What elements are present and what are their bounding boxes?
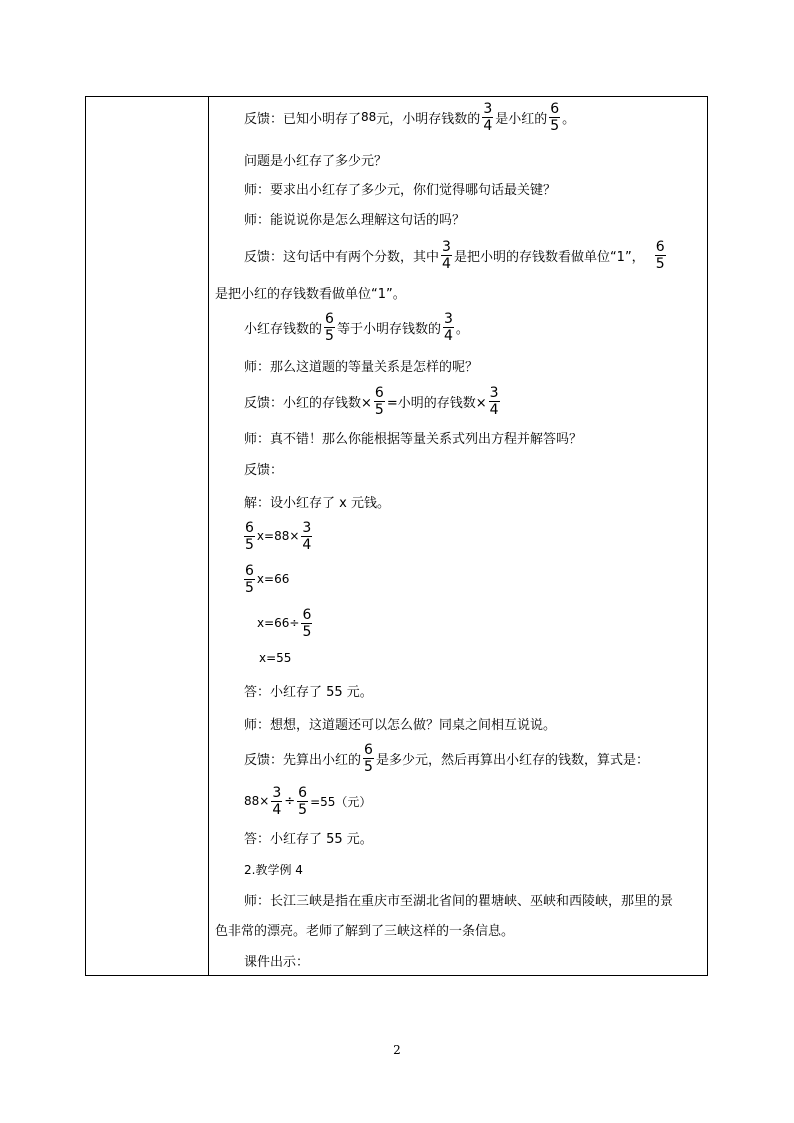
line-5	[244, 235, 668, 275]
numerator: 3	[272, 784, 282, 801]
denominator: 5	[374, 401, 384, 418]
numerator: 3	[483, 100, 493, 117]
fraction	[441, 240, 452, 271]
line-9	[244, 381, 502, 421]
denominator: 5	[302, 623, 312, 640]
line-13	[244, 516, 314, 556]
numerator: 6	[298, 784, 308, 801]
denominator: 5	[655, 255, 665, 272]
text: 反馈：先算出小红的	[244, 752, 362, 768]
numerator: 6	[655, 238, 665, 255]
fraction	[271, 786, 282, 817]
numerator: 3	[442, 238, 451, 255]
line-20	[244, 781, 371, 821]
text: ÷	[284, 793, 296, 809]
numerator: 6	[364, 741, 373, 758]
text: x=66	[256, 572, 290, 586]
fraction	[244, 521, 255, 552]
denominator: 4	[272, 801, 282, 818]
line-10: 师：真不错！那么你能根据等量关系式列出方程并解答吗？	[244, 431, 583, 447]
text: 是小红的	[495, 111, 548, 127]
numerator: 6	[325, 310, 334, 327]
denominator: 4	[443, 327, 453, 344]
text: 88×	[244, 794, 270, 808]
numerator: 6	[245, 519, 254, 536]
fraction	[482, 102, 493, 133]
line-2: 问题是小红存了多少元？	[244, 153, 388, 169]
line-1	[244, 97, 575, 137]
text: =55（元）	[310, 794, 372, 809]
fraction	[374, 386, 385, 417]
text: 。	[562, 111, 576, 127]
line-4: 师：能说说你是怎么理解这句话的吗？	[244, 212, 466, 228]
denominator: 5	[298, 801, 308, 818]
numerator: 3	[489, 384, 499, 401]
fraction	[363, 743, 374, 774]
line-8: 师：那么这道题的等量关系是怎样的呢？	[244, 359, 479, 375]
text: 是把小明的存钱数看做单位“1”，	[453, 249, 645, 265]
denominator: 5	[245, 579, 254, 596]
line-16: x=55	[259, 651, 292, 665]
fraction	[301, 521, 312, 552]
line-14	[244, 559, 289, 599]
denominator: 4	[302, 536, 312, 553]
text: 元，小明存钱数的	[376, 111, 481, 127]
line-23: 师：长江三峡是指在重庆市至湖北省间的瞿塘峡、巫峡和西陵峡，那里的景	[244, 893, 674, 909]
fraction	[301, 608, 312, 639]
line-24: 色非常的漂亮。老师了解到了三峡这样的一条信息。	[215, 923, 515, 939]
line-21: 答：小红存了 55 元。	[244, 831, 373, 847]
fraction	[244, 564, 255, 595]
text: x=88×	[256, 529, 300, 543]
text: 反馈：已知小明存了	[244, 111, 362, 127]
text: 小红存钱数的	[244, 321, 323, 337]
line-12: 解：设小红存了 x 元钱。	[244, 495, 390, 511]
fraction	[297, 786, 308, 817]
text: 反馈：这句话中有两个分数，其中	[244, 249, 440, 265]
text: 等于小明存钱数的	[336, 321, 441, 337]
lesson-table	[85, 96, 708, 976]
line-19	[244, 738, 649, 778]
line-11: 反馈：	[244, 462, 284, 478]
fraction	[489, 386, 500, 417]
line-7	[244, 307, 469, 347]
denominator: 4	[442, 255, 451, 272]
denominator: 5	[364, 758, 373, 775]
line-15	[257, 603, 314, 643]
text: 。	[455, 321, 469, 337]
line-22: 2.教学例 4	[244, 862, 303, 877]
numerator: 6	[302, 606, 312, 623]
denominator: 5	[550, 117, 560, 134]
text: 反馈：小红的存钱数×	[244, 395, 372, 411]
line-18: 师：想想，这道题还可以怎么做？同桌之间相互说说。	[244, 717, 557, 733]
content-cell	[209, 97, 707, 975]
text: 88	[361, 110, 377, 124]
denominator: 5	[245, 536, 254, 553]
text: 是多少元，然后再算出小红存的钱数，算式是：	[375, 752, 649, 768]
page-number: 2	[393, 1043, 401, 1057]
line-17: 答：小红存了 55 元。	[244, 684, 373, 700]
denominator: 5	[325, 327, 334, 344]
fraction	[655, 240, 666, 271]
fraction	[549, 102, 560, 133]
text: x=66÷	[257, 616, 300, 630]
numerator: 3	[443, 310, 453, 327]
numerator: 6	[245, 562, 254, 579]
fraction	[443, 312, 454, 343]
numerator: 3	[302, 519, 312, 536]
text: =小明的存钱数×	[386, 395, 487, 411]
line-6: 是把小红的存钱数看做单位“1”。	[215, 286, 406, 302]
fraction	[324, 312, 335, 343]
numerator: 6	[550, 100, 560, 117]
line-3: 师：要求出小红存了多少元，你们觉得哪句话最关键？	[244, 182, 557, 198]
denominator: 4	[483, 117, 493, 134]
numerator: 6	[374, 384, 384, 401]
denominator: 4	[489, 401, 499, 418]
line-25: 课件出示：	[244, 954, 310, 970]
